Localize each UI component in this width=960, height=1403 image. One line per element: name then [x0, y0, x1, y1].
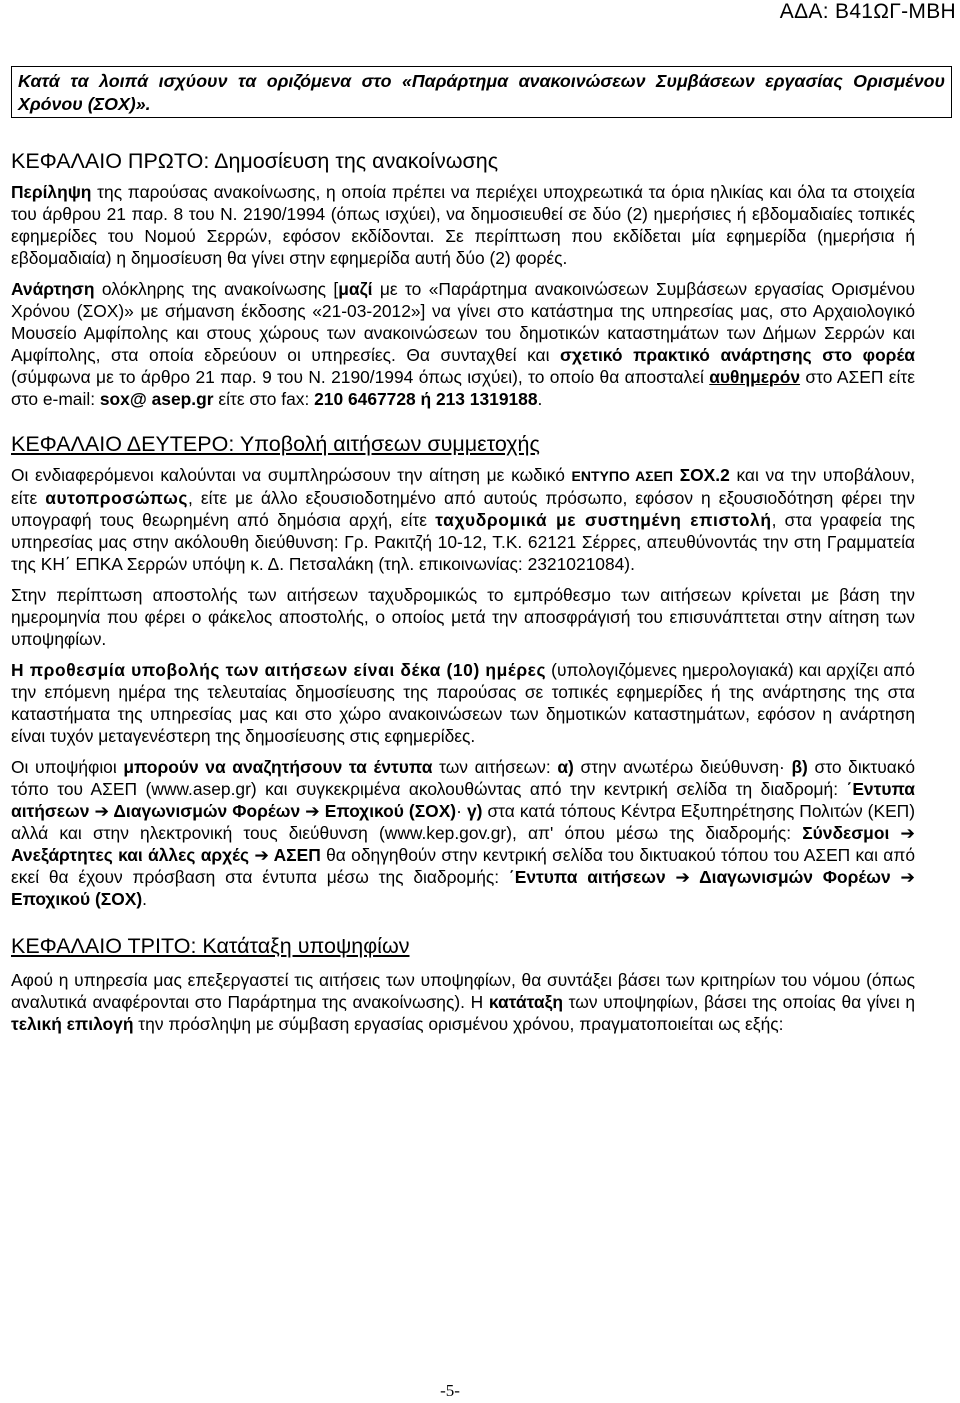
chapter-2-paragraph-4: Οι υποψήφιοι μπορούν να αναζητήσουν τα έντυπα των αιτήσεων: α) στην ανωτέρω διεύθυνση· β) στο δικτυακό τόπο του ΑΣΕΠ (www.asep.gr) και συγκεκριμένα ακολουθώντας από την κεντρική σελίδα τη διαδρομή: ΄Εντυπα αιτήσεων ➔ Διαγωνισμών Φορέων ➔ Εποχικού (ΣΟΧ)· γ) στα κατά τόπους Κέντρα Εξυπηρέτησης Πολιτών (ΚΕΠ) αλλά και στην ηλεκτρονική τους διεύθυνση (www.kep.gov.gr), απ' όπου μέσω της διαδρομής: Σύνδεσμοι ➔ Ανεξάρτητες και άλλες αρχές ➔ ΑΣΕΠ θα οδηγηθούν στην κεντρική σελίδα του δικτυακού τόπου του ΑΣΕΠ και από εκεί θα έχουν πρόσβαση στα έντυπα μέσω της διαδρομής: ΄Εντυπα αιτήσεων ➔ Διαγωνισμών Φορέων ➔ Εποχικού (ΣΟΧ).	[11, 757, 916, 909]
chapter-1-paragraph-2: Ανάρτηση ολόκληρης της ανακοίνωσης [μαζί με το «Παράρτημα ανακοινώσεων Συμβάσεων εργασίας Ορισμένου Χρόνου (ΣΟΧ)» με σήμανση έκδοσης «21-03-2012»] να γίνει στο κατάστημα της υπηρεσίας μας, στο Αρχαιολογικό Μουσείο Αμφίπολης και στους χώρους των ανακοινώσεων του δημοτικών καταστημάτων των Δήμων Σερρών και Αμφίπολης, στα οποία εδρεύουν οι υπηρεσίες. Θα συνταχθεί και σχετικό πρακτικό ανάρτησης στο φορέα (σύμφωνα με το άρθρο 21 παρ. 9 του Ν. 2190/1994 όπως ισχύει), το οποίο θα αποσταλεί αυθημερόν στο ΑΣΕΠ είτε στο e-mail: sox@ asep.gr είτε στο fax: 210 6467728 ή 213 1319188.	[11, 279, 915, 409]
chapter-2-paragraph-2: Στην περίπτωση αποστολής των αιτήσεων ταχυδρομικώς το εμπρόθεσμο των αιτήσεων κρίνεται με βάση την ημερομηνία που φέρει ο φάκελος αποστολής, ο οποίος μετά την αποσφράγισή του επισυνάπτεται στην αίτηση των υποψηφίων.	[11, 585, 915, 649]
ada-code: ΑΔΑ: Β41ΩΓ-ΜΒΗ	[779, 0, 956, 23]
chapter-2-title: ΚΕΦΑΛΑΙΟ ΔΕΥΤΕΡΟ: Υποβολή αιτήσεων συμμετοχής	[11, 432, 540, 456]
chapter-3-title: ΚΕΦΑΛΑΙΟ ΤΡΙΤΟ: Κατάταξη υποψηφίων	[11, 934, 410, 958]
page-number: -5-	[440, 1381, 460, 1400]
chapter-1-title: ΚΕΦΑΛΑΙΟ ΠΡΩΤΟ: Δημοσίευση της ανακοίνωσης	[11, 149, 499, 173]
chapter-3-paragraph-1: Αφού η υπηρεσία μας επεξεργαστεί τις αιτήσεις των υποψηφίων, θα συντάξει βάσει των κριτηρίων του νόμου (όπως αναλυτικά αναφέρονται στο Παράρτημα της ανακοίνωσης). Η κατάταξη των υποψηφίων, βάσει της οποίας θα γίνει η τελική επιλογή την πρόσληψη με σύμβαση εργασίας ορισμένου χρόνου, πραγματοποιείται ως εξής:	[11, 970, 916, 1034]
boxed-note: Κατά τα λοιπά ισχύουν τα οριζόμενα στο «Παράρτημα ανακοινώσεων Συμβάσεων εργασίας Ορισμένου Χρόνου (ΣΟΧ)».	[11, 66, 952, 118]
chapter-2-paragraph-3: Η προθεσμία υποβολής των αιτήσεων είναι δέκα (10) ημέρες (υπολογιζόμενες ημερολογιακά) και αρχίζει από την επόμενη ημέρα της τελευταίας δημοσίευσης της παρούσας σε τοπικές εφημερίδες ή της ανάρτησης της στα καταστήματα της υπηρεσίας μας και στο χώρο ανακοινώσεων των δημοτικών καταστημάτων, εφόσον η ανάρτηση είναι τυχόν μεταγενέστερη της δημοσίευσης στις εφημερίδες.	[11, 660, 915, 746]
document-body	[11, 148, 915, 1044]
chapter-2-paragraph-1: Οι ενδιαφερόμενοι καλούνται να συμπληρώσουν την αίτηση με κωδικό ΕΝΤΥΠΟ ΑΣΕΠ ΣΟΧ.2 και να την υποβάλουν, είτε αυτοπροσώπως, είτε με άλλο εξουσιοδοτημένο από αυτούς πρόσωπο, εφόσον η εξουσιοδότηση φέρει την υπογραφή τους θεωρημένη από δημόσια αρχή, είτε ταχυδρομικά με συστημένη επιστολή, στα γραφεία της υπηρεσίας μας στην ακόλουθη διεύθυνση: Γρ. Ρακιτζή 10-12, Τ.Κ. 62121 Σέρρες, απευθύνοντάς την στη Γραμματεία της ΚΗ΄ ΕΠΚΑ Σερρών υπόψη κ. Δ. Πετσαλάκη (τηλ. επικοινωνίας: 2321021084).	[11, 465, 916, 574]
chapter-1-paragraph-1: Περίληψη της παρούσας ανακοίνωσης, η οποία πρέπει να περιέχει υποχρεωτικά τα όρια ηλικίας και όλα τα στοιχεία του άρθρου 21 παρ. 8 του Ν. 2190/1994 (όπως ισχύει), να δημοσιευθεί σε δύο (2) ημερήσιες ή εβδομαδιαίες τοπικές εφημερίδες του Νομού Σερρών, εφόσον εκδίδονται. Σε περίπτωση που εκδίδεται μία εφημερίδα (ημερήσια ή εβδομαδιαία) η δημοσίευση θα γίνει στην εφημερίδα αυτή δύο (2) φορές.	[11, 182, 915, 268]
